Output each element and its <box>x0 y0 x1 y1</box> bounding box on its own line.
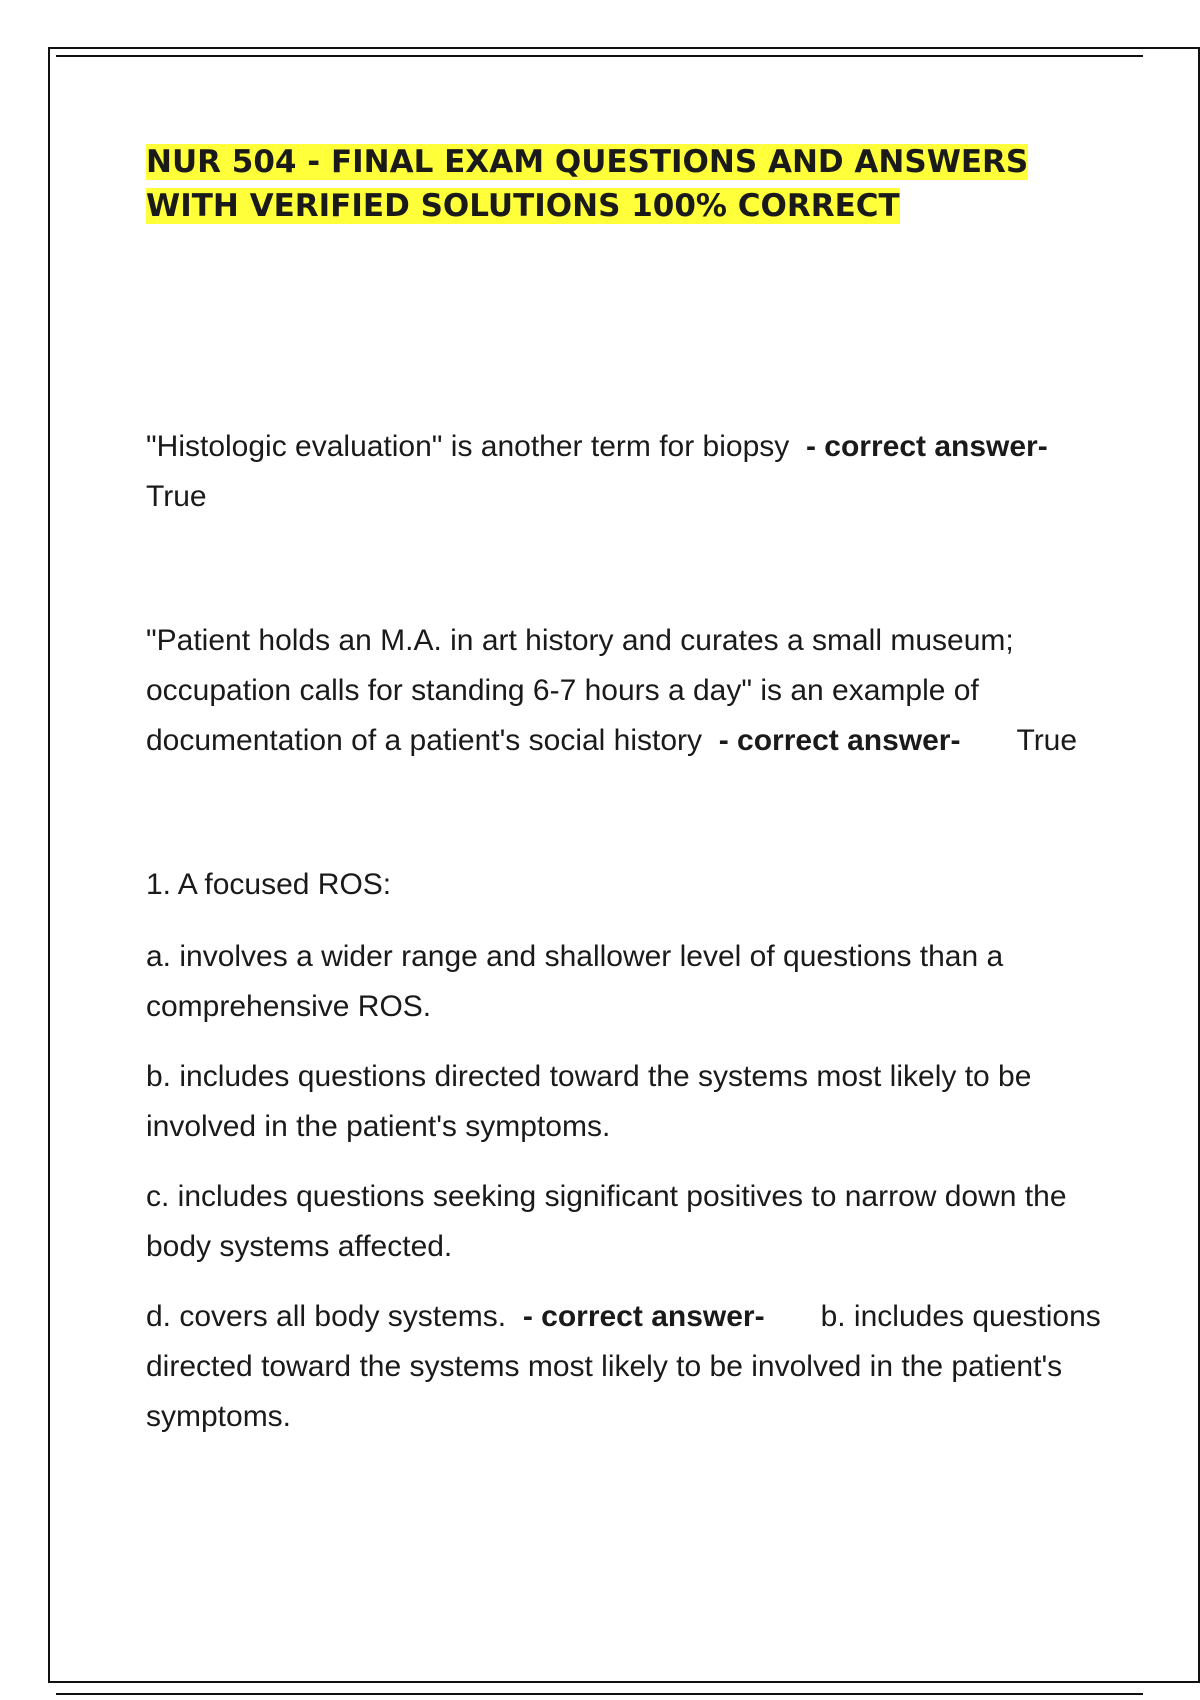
document-body <box>146 140 1126 1442</box>
option-d-with-answer <box>146 1292 1126 1442</box>
answer-text: True <box>1016 724 1078 757</box>
correct-answer-marker: - correct answer- <box>718 724 961 757</box>
option-b: b. includes questions directed toward the systems most likely to be involved in the patient's symptoms. <box>146 1060 1032 1143</box>
qa-item-1 <box>146 422 1126 522</box>
title-line-2: WITH VERIFIED SOLUTIONS 100% CORRECT <box>146 188 900 224</box>
answer-text: True <box>146 480 207 513</box>
option-d: d. covers all body systems. <box>146 1300 507 1333</box>
option-a: a. involves a wider range and shallower level of questions than a comprehensive ROS. <box>146 940 1004 1023</box>
question-text: "Histologic evaluation" is another term for biopsy <box>146 430 790 463</box>
qa-item-2 <box>146 616 1126 766</box>
document-title <box>146 140 1126 228</box>
question-text: "Patient holds an M.A. in art history and curates a small museum; occupation calls for standing 6-7 hours a day" is an example of documentation of a patient's social history <box>146 624 1014 757</box>
correct-answer-marker: - correct answer- <box>805 430 1048 463</box>
bottom-rule <box>56 1693 1143 1695</box>
correct-answer-marker: - correct answer- <box>522 1300 765 1333</box>
title-line-1: NUR 504 - FINAL EXAM QUESTIONS AND ANSWERS <box>146 144 1029 180</box>
question-3-stem: 1. A focused ROS: <box>146 868 392 901</box>
option-c: c. includes questions seeking significant positives to narrow down the body systems affected. <box>146 1180 1067 1263</box>
answer-text: b. includes questions directed toward the systems most likely to be involved in the patient's symptoms. <box>146 1300 1101 1433</box>
top-rule <box>56 55 1143 57</box>
